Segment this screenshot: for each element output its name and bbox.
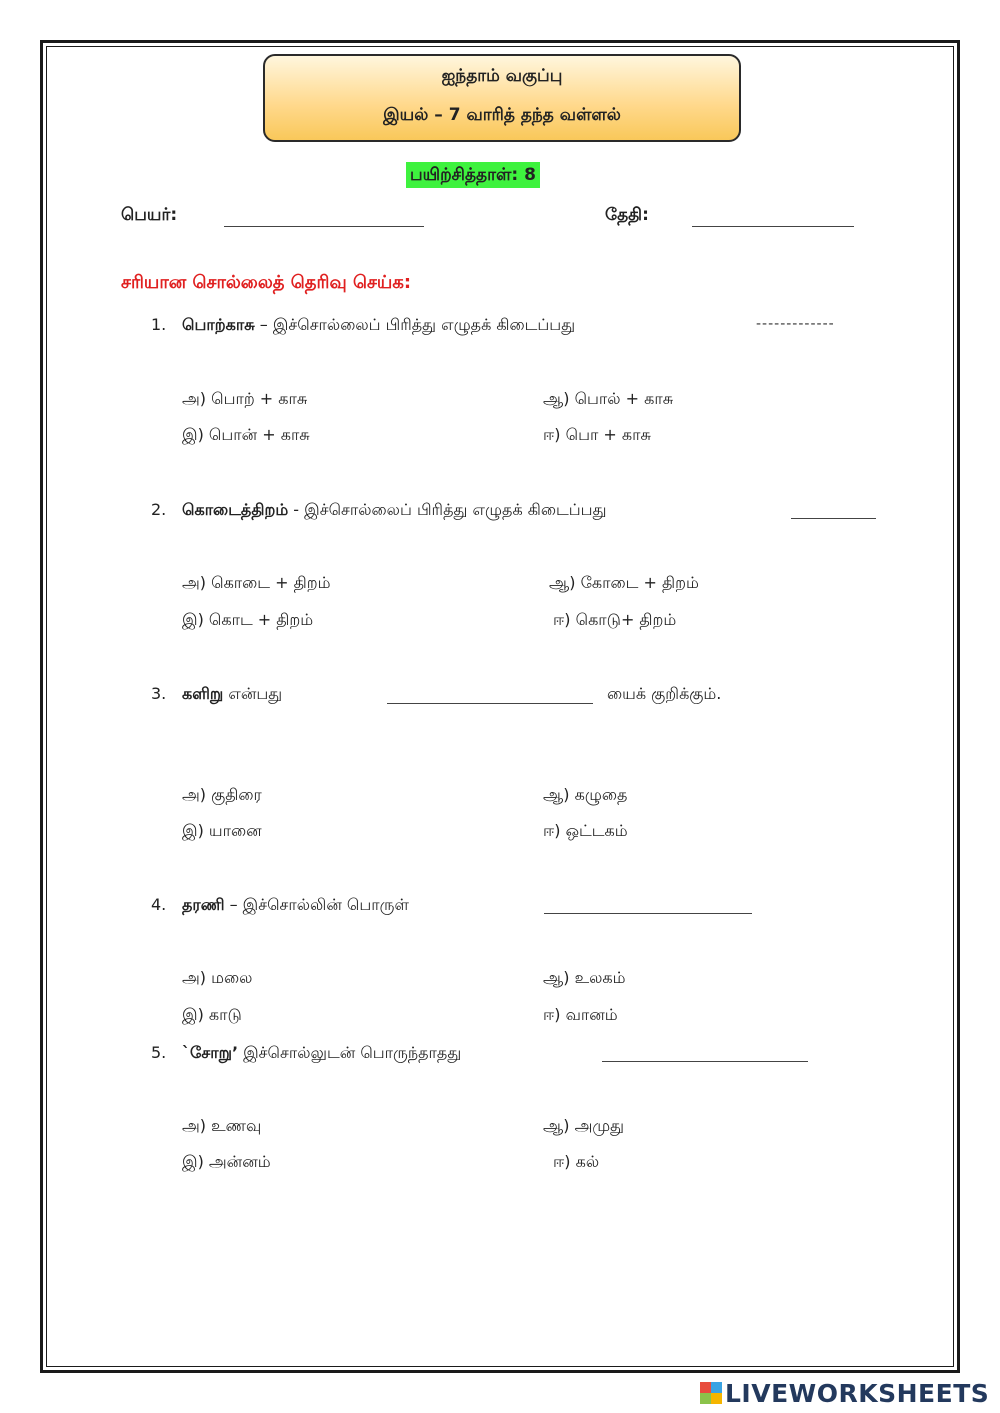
date-input-line[interactable] [692, 226, 854, 227]
option-c[interactable]: இ) அன்னம் [182, 1152, 271, 1171]
option-d[interactable]: ஈ) கொடு+ திறம் [553, 610, 677, 629]
option-a[interactable]: அ) குதிரை [182, 785, 262, 804]
question-number: 1. [151, 315, 167, 334]
question-word: களிறு [182, 684, 224, 703]
title-box [263, 54, 741, 142]
question-number: 5. [151, 1043, 167, 1062]
question-1-text [182, 315, 575, 336]
option-c[interactable]: இ) கொட + திறம் [182, 610, 314, 629]
icon-square-green [700, 1393, 711, 1404]
question-prompt: என்பது [223, 684, 283, 703]
option-b[interactable]: ஆ) உலகம் [543, 968, 626, 987]
lesson-title: இயல் – 7 வாரித் தந்த வள்ளல் [383, 105, 621, 125]
question-word: தரணி [182, 895, 225, 914]
question-prompt: - இச்சொல்லைப் பிரித்து எழுதக் கிடைப்பது [288, 500, 607, 519]
answer-blank[interactable]: ------------- [756, 316, 835, 332]
question-word: `சோறு’ [182, 1043, 239, 1062]
icon-square-yellow [711, 1393, 722, 1404]
option-b[interactable]: ஆ) அமுது [543, 1116, 624, 1135]
question-number: 4. [151, 895, 167, 914]
option-b[interactable]: ஆ) கழுதை [543, 785, 628, 804]
option-a[interactable]: அ) பொற் + காசு [182, 389, 308, 408]
option-a[interactable]: அ) மலை [182, 968, 253, 987]
option-a[interactable]: அ) உணவு [182, 1116, 262, 1135]
option-d[interactable]: ஈ) வானம் [543, 1005, 618, 1024]
answer-blank[interactable] [387, 703, 593, 704]
option-b[interactable]: ஆ) கோடை + திறம் [549, 573, 699, 592]
worksheet-number: பயிற்சித்தாள்: 8 [406, 162, 540, 188]
logo-text: LIVEWORKSHEETS [725, 1378, 990, 1408]
question-number: 3. [151, 684, 167, 703]
question-prompt: – இச்சொல்லைப் பிரித்து எழுதக் கிடைப்பது [254, 315, 576, 334]
option-d[interactable]: ஈ) பொ + காசு [543, 425, 651, 444]
question-prompt: இச்சொல்லுடன் பொருந்தாதது [238, 1043, 462, 1062]
name-label: பெயர்: [121, 205, 178, 225]
question-word: பொற்காசு [182, 315, 255, 334]
question-number: 2. [151, 500, 167, 519]
question-prompt: – இச்சொல்லின் பொருள் [224, 895, 409, 914]
question-2-text [182, 500, 606, 521]
liveworksheets-logo [700, 1378, 989, 1408]
date-label: தேதி: [605, 205, 649, 225]
answer-blank[interactable] [791, 518, 876, 519]
question-word: கொடைத்திறம் [182, 500, 289, 519]
option-d[interactable]: ஈ) கல் [553, 1152, 600, 1171]
icon-square-red [700, 1382, 711, 1393]
question-suffix: யைக் குறிக்கும். [607, 684, 722, 703]
question-4-text [182, 895, 409, 916]
grade-title: ஐந்தாம் வகுப்பு [441, 66, 563, 86]
answer-blank[interactable] [544, 913, 752, 914]
question-5-text [182, 1043, 461, 1064]
option-a[interactable]: அ) கொடை + திறம் [182, 573, 331, 592]
option-c[interactable]: இ) பொன் + காசு [182, 425, 310, 444]
option-b[interactable]: ஆ) பொல் + காசு [543, 389, 674, 408]
option-c[interactable]: இ) காடு [182, 1005, 242, 1024]
name-input-line[interactable] [224, 226, 424, 227]
option-c[interactable]: இ) யானை [182, 821, 262, 840]
answer-blank[interactable] [602, 1061, 808, 1062]
question-3-text [182, 684, 282, 705]
liveworksheets-icon [700, 1382, 722, 1404]
icon-square-blue [711, 1382, 722, 1393]
option-d[interactable]: ஈ) ஒட்டகம் [543, 821, 628, 840]
instruction-heading: சரியான சொல்லைத் தெரிவு செய்க: [121, 272, 412, 293]
